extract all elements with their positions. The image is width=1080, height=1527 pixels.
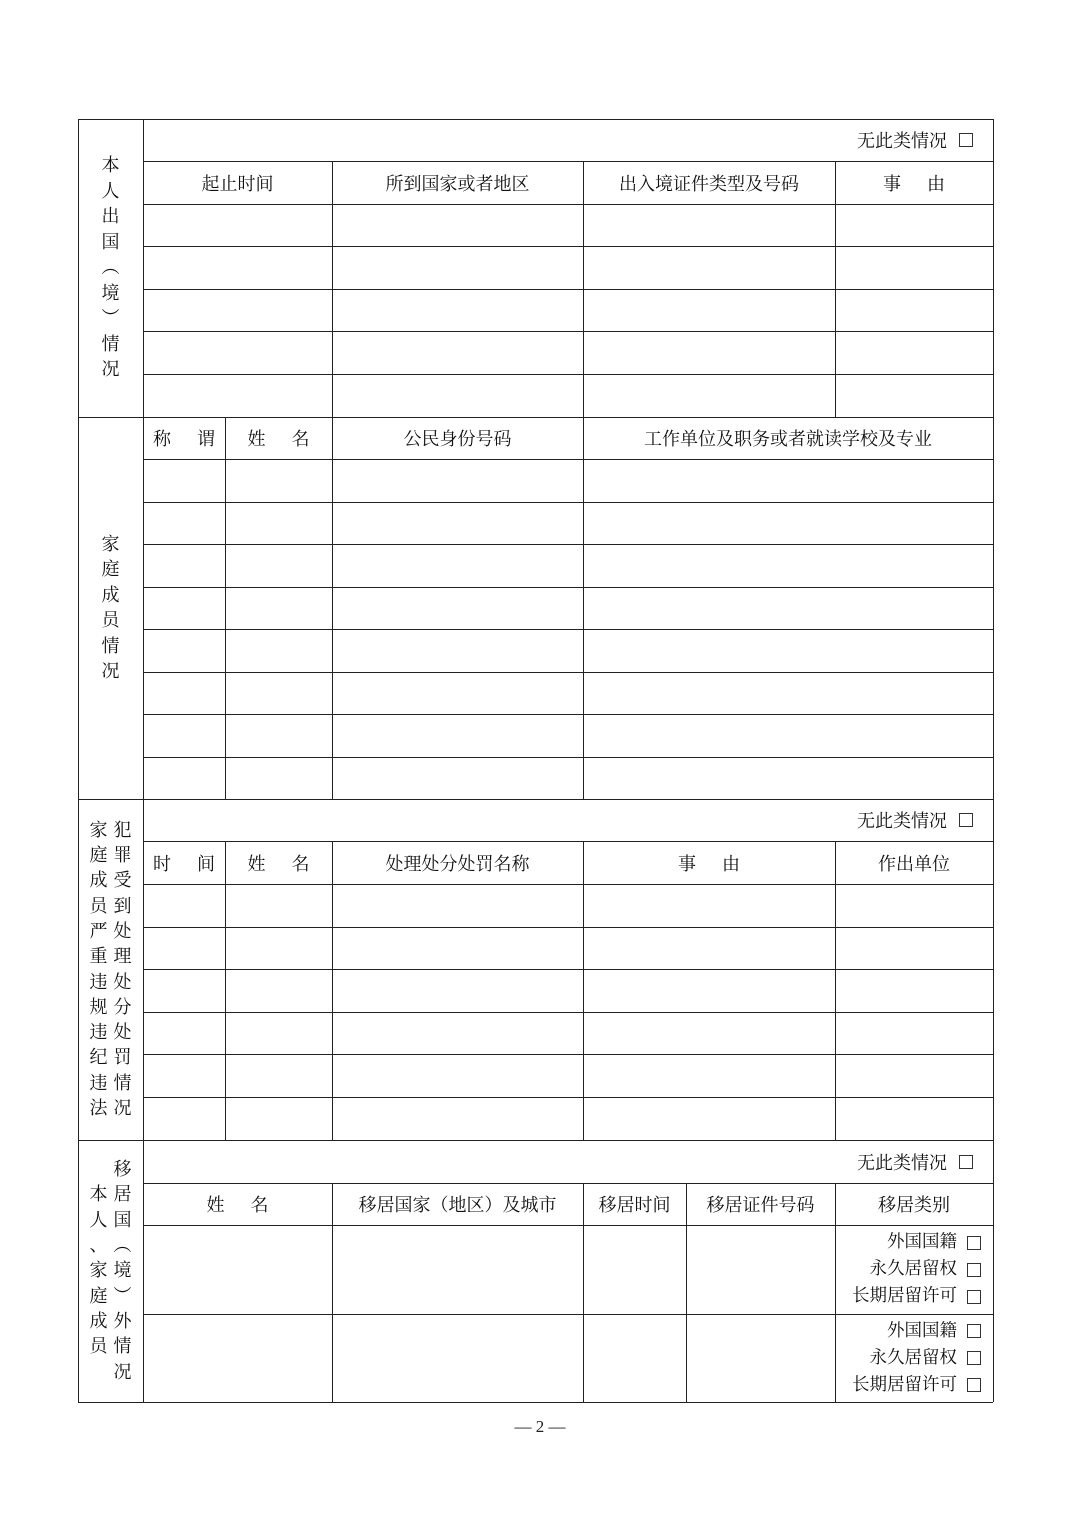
row-line: [143, 374, 993, 375]
no-such-case-label: 无此类情况: [857, 131, 947, 152]
section-label-family-discipline: [78, 799, 143, 1140]
no-such-case-checkbox-travel[interactable]: [959, 133, 973, 147]
section-label-emigration: [78, 1140, 143, 1402]
no-such-case-checkbox-discipline[interactable]: [959, 813, 973, 827]
row-line: [143, 1054, 993, 1055]
no-such-case-checkbox-emigration[interactable]: [959, 1155, 973, 1169]
checkbox[interactable]: [967, 1290, 981, 1304]
header-emigration-country-city: 移居国家（地区）及城市: [358, 1195, 557, 1216]
option-permanent-residency[interactable]: 永久居留权: [870, 1345, 982, 1372]
personal-matters-form-table: [78, 119, 993, 1402]
no-such-case-row-discipline: [143, 799, 973, 841]
header-name: 姓 名: [206, 1195, 269, 1216]
header-emigration-time: 移居时间: [598, 1195, 671, 1216]
row-line: [143, 587, 993, 588]
row-line: [143, 757, 993, 758]
row-line: [143, 204, 993, 205]
col-line: [225, 417, 226, 799]
option-foreign-nationality[interactable]: 外国国籍: [887, 1318, 981, 1345]
header-time: 时 间: [153, 853, 215, 875]
row-line: [143, 544, 993, 545]
header-reason: 事 由: [883, 173, 945, 195]
emigration-category-options-row-2: [835, 1314, 981, 1402]
table-border-bottom: [78, 1402, 993, 1403]
checkbox[interactable]: [967, 1263, 981, 1277]
header-destination-country: 所到国家或者地区: [385, 173, 530, 195]
checkbox[interactable]: [967, 1324, 981, 1338]
section-label-family-members: 家 庭 成 员 情 况: [101, 533, 120, 682]
col-line: [332, 841, 333, 1140]
header-id-number: 公民身份号码: [403, 429, 512, 450]
spacer: [96, 1360, 102, 1385]
option-permanent-residency[interactable]: 永久居留权: [870, 1256, 982, 1283]
label-column-left: 家 庭 成 员 严 重 违 规 违 纪 违 法: [89, 819, 108, 1119]
row-line: [143, 714, 993, 715]
col-line: [225, 841, 226, 1140]
option-long-term-residence-permit[interactable]: 长期居留许可: [852, 1372, 981, 1399]
no-such-case-label: 无此类情况: [857, 1152, 947, 1174]
row-line: [143, 629, 993, 630]
emigration-category-options-row-1: [835, 1225, 981, 1314]
row-line: [143, 969, 993, 970]
row-line: [143, 289, 993, 290]
row-line: [143, 246, 993, 247]
label-column-right: 移 居 国 ︵ 境 ︶ 外 情 况: [113, 1159, 132, 1383]
option-long-term-residence-permit[interactable]: 长期居留许可: [852, 1283, 981, 1310]
no-such-case-label: 无此类情况: [857, 811, 947, 832]
row-line: [143, 502, 993, 503]
row-line: [143, 331, 993, 332]
header-relationship: 称 谓: [153, 429, 215, 450]
col-line: [332, 417, 333, 799]
row-line: [143, 459, 993, 460]
row-line: [143, 1097, 993, 1098]
header-name: 姓 名: [247, 853, 310, 875]
header-start-end-time: 起止时间: [201, 173, 274, 195]
header-emigration-category: 移居类别: [878, 1195, 950, 1216]
header-employer-or-school: 工作单位及职务或者就读学校及专业: [644, 429, 932, 450]
header-emigration-document-number: 移居证件号码: [706, 1195, 815, 1216]
row-line: [143, 672, 993, 673]
header-penalty-name: 处理处分处罚名称: [385, 853, 530, 875]
label-column-right: 犯 罪 受 到 处 理 处 分 处 罚 情 况: [113, 819, 132, 1119]
option-foreign-nationality[interactable]: 外国国籍: [887, 1229, 981, 1256]
checkbox[interactable]: [967, 1378, 981, 1392]
section-label-travel-abroad: 本 人 出 国 ︵ 境 ︶ 情 况: [101, 155, 120, 381]
header-reason: 事 由: [678, 853, 740, 875]
checkbox[interactable]: [967, 1236, 981, 1250]
row-line: [143, 1012, 993, 1013]
no-such-case-row-travel: [143, 119, 973, 161]
col-line: [583, 417, 584, 799]
header-name: 姓 名: [247, 429, 310, 450]
header-issuing-unit: 作出单位: [878, 853, 950, 875]
row-line: [143, 927, 993, 928]
label-column-left: 本 人 、 家 庭 成 员: [88, 1157, 110, 1385]
header-travel-document: 出入境证件类型及号码: [619, 173, 799, 195]
table-border-right: [993, 119, 994, 1402]
page-number: — 2 —: [514, 1417, 566, 1436]
row-line: [143, 884, 993, 885]
checkbox[interactable]: [967, 1351, 981, 1365]
col-line: [835, 841, 836, 1140]
no-such-case-row-emigration: [143, 1140, 973, 1183]
col-line: [583, 841, 584, 1140]
